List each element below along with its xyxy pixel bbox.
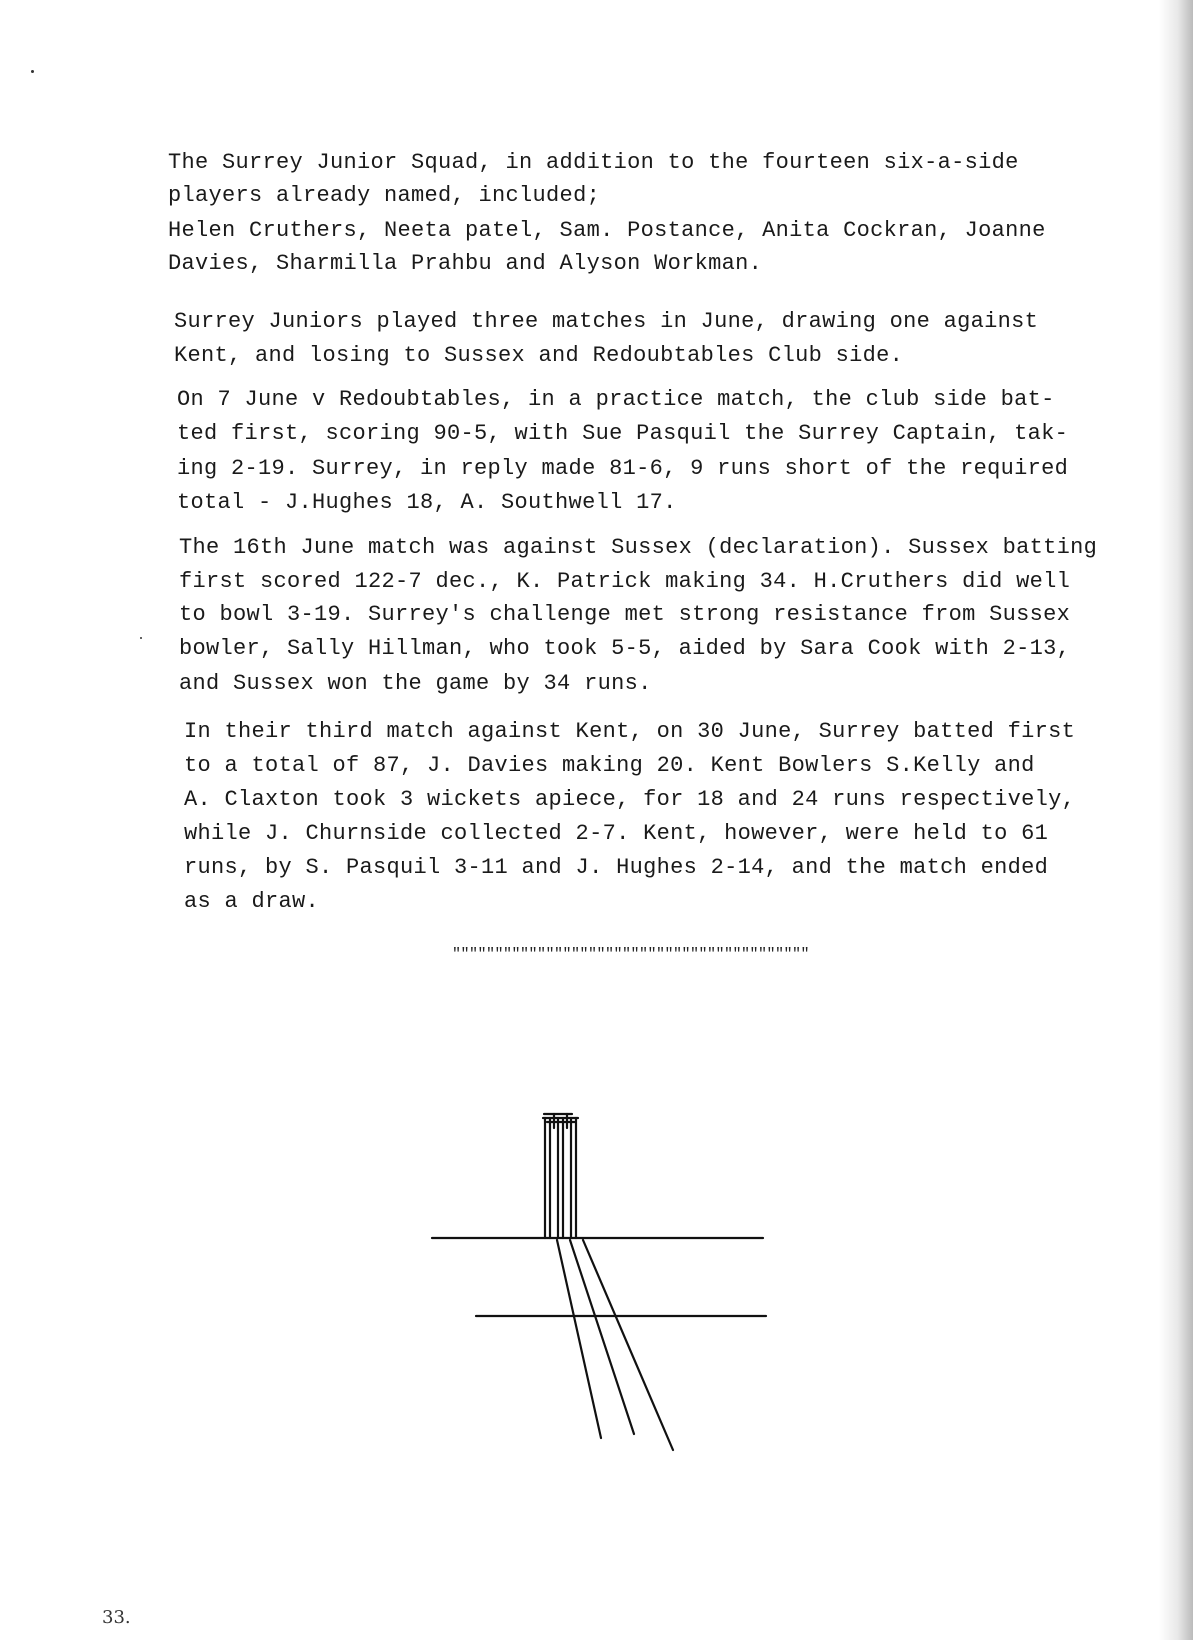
text-line: A. Claxton took 3 wickets apiece, for 18 and 24 runs respectively, — [184, 787, 1076, 812]
text-line: bowler, Sally Hillman, who took 5-5, aided by Sara Cook with 2-13, — [179, 636, 1071, 661]
stray-mark — [140, 637, 142, 639]
cricket-wicket-illustration — [420, 1100, 780, 1460]
text-line: Helen Cruthers, Neeta patel, Sam. Postance, Anita Cockran, Joanne — [168, 218, 1046, 243]
page-number: 33. — [102, 1607, 131, 1628]
text-line: The Surrey Junior Squad, in addition to the fourteen six-a-side — [168, 150, 1019, 175]
text-line: to a total of 87, J. Davies making 20. Kent Bowlers S.Kelly and — [184, 753, 1035, 778]
text-line: and Sussex won the game by 34 runs. — [179, 671, 652, 696]
text-line: total - J.Hughes 18, A. Southwell 17. — [177, 490, 677, 515]
text-line: ted first, scoring 90-5, with Sue Pasquil the Surrey Captain, tak- — [177, 421, 1069, 446]
text-line: Kent, and losing to Sussex and Redoubtables Club side. — [174, 343, 904, 368]
text-line: In their third match against Kent, on 30 June, Surrey batted first — [184, 719, 1076, 744]
text-line: Surrey Juniors played three matches in June, drawing one against — [174, 309, 1039, 334]
text-line: as a draw. — [184, 889, 320, 914]
text-line: first scored 122-7 dec., K. Patrick making 34. H.Cruthers did well — [179, 569, 1071, 594]
text-line: ing 2-19. Surrey, in reply made 81-6, 9 runs short of the required — [177, 456, 1069, 481]
text-line: The 16th June match was against Sussex (declaration). Sussex batting — [179, 535, 1098, 560]
text-line: On 7 June v Redoubtables, in a practice match, the club side bat- — [177, 387, 1055, 412]
text-line: to bowl 3-19. Surrey's challenge met strong resistance from Sussex — [179, 602, 1071, 627]
page-edge-shadow — [1159, 0, 1193, 1640]
text-line: runs, by S. Pasquil 3-11 and J. Hughes 2-14, and the match ended — [184, 855, 1049, 880]
stray-mark — [31, 70, 34, 73]
section-separator: """""""""""""""""""""""""""""""""""""""""" — [452, 946, 810, 963]
text-line: while J. Churnside collected 2-7. Kent, however, were held to 61 — [184, 821, 1049, 846]
text-line: Davies, Sharmilla Prahbu and Alyson Workman. — [168, 251, 763, 276]
text-line: players already named, included; — [168, 183, 601, 208]
